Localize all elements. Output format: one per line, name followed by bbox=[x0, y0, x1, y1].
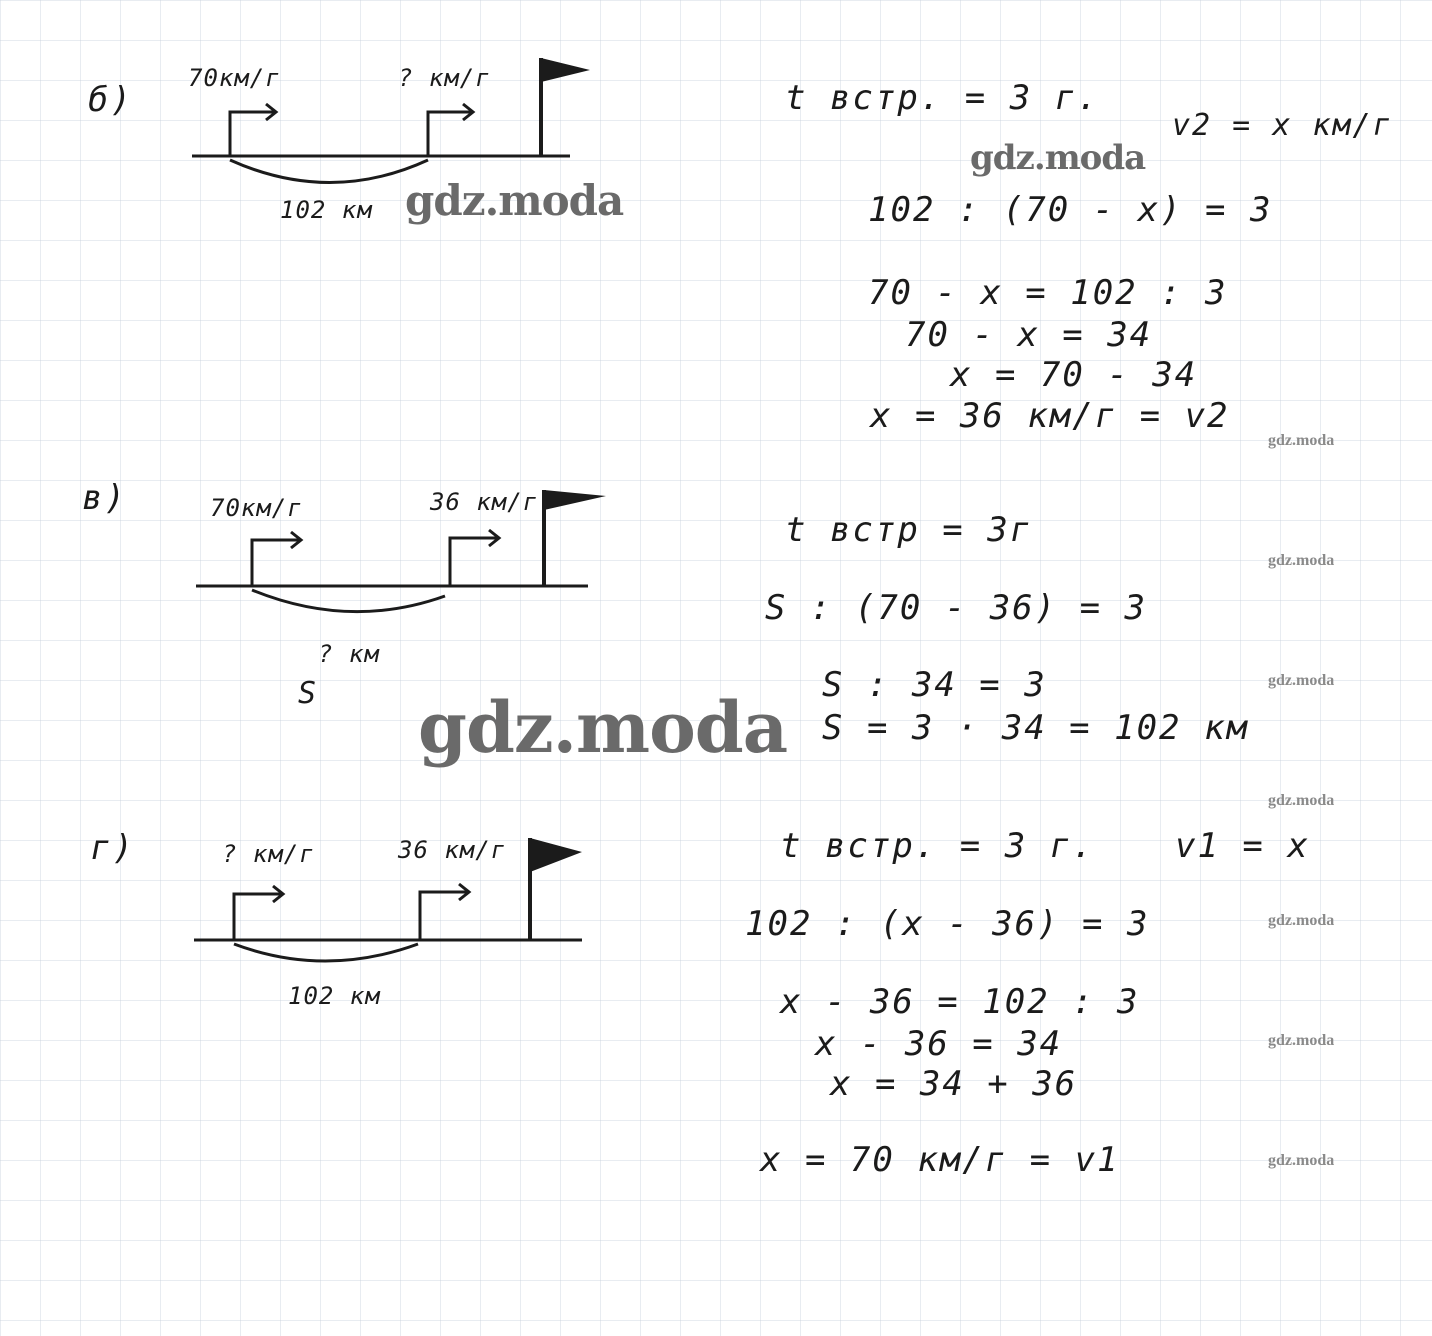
part-b-speed1: 70км/г bbox=[188, 64, 281, 92]
part-g-speed2: 36 км/г bbox=[398, 836, 507, 864]
part-b-line-7: x = 36 км/г = v2 bbox=[870, 396, 1230, 436]
part-v-line-2: S : (70 - 36) = 3 bbox=[765, 588, 1147, 628]
part-g-line-1: t встр. = 3 г. bbox=[780, 826, 1095, 866]
watermark-small: gdz.moda bbox=[1268, 432, 1335, 449]
part-b-line-5: 70 - x = 34 bbox=[905, 315, 1153, 355]
part-v-distance-question: ? км bbox=[318, 640, 380, 668]
part-b-label: б) bbox=[88, 80, 133, 120]
watermark-small: gdz.moda bbox=[1268, 552, 1335, 569]
watermark-small: gdz.moda bbox=[1268, 672, 1335, 689]
watermark-small: gdz.moda bbox=[1268, 792, 1335, 809]
part-v-line-4: S = 3 · 34 = 102 км bbox=[822, 708, 1249, 748]
finish-flag-icon bbox=[544, 490, 606, 510]
watermark-logo: gdz.moda bbox=[405, 176, 624, 225]
part-v-line-1: t встр = 3г bbox=[785, 510, 1033, 550]
part-v-label: в) bbox=[82, 478, 127, 518]
part-v-line-3: S : 34 = 3 bbox=[822, 665, 1047, 705]
part-g-speed1: ? км/г bbox=[222, 840, 315, 868]
watermark-small: gdz.moda bbox=[1268, 912, 1335, 929]
part-v-distance-s: S bbox=[298, 676, 319, 711]
part-b-line-6: x = 70 - 34 bbox=[950, 355, 1198, 395]
finish-flag-icon bbox=[530, 838, 582, 872]
part-v-speed1: 70км/г bbox=[210, 494, 303, 522]
part-b-line-1: t встр. = 3 г. bbox=[785, 78, 1100, 118]
watermark-small: gdz.moda bbox=[1268, 1152, 1335, 1169]
watermark-logo: gdz.moda bbox=[970, 138, 1146, 178]
part-b-line-3: 102 : (70 - x) = 3 bbox=[868, 190, 1273, 230]
part-v-speed2: 36 км/г bbox=[430, 488, 539, 516]
part-b-line-4: 70 - x = 102 : 3 bbox=[868, 273, 1228, 313]
part-b-speed2: ? км/г bbox=[398, 64, 491, 92]
part-g-line-7: x = 70 км/г = v1 bbox=[760, 1140, 1120, 1180]
watermark-logo: gdz.moda bbox=[418, 686, 788, 769]
part-g-line-3: 102 : (x - 36) = 3 bbox=[745, 904, 1150, 944]
part-g-label: г) bbox=[90, 828, 135, 868]
part-g-line-2: v1 = x bbox=[1175, 826, 1310, 866]
part-g-line-4: x - 36 = 102 : 3 bbox=[780, 982, 1140, 1022]
watermark-small: gdz.moda bbox=[1268, 1032, 1335, 1049]
part-g-line-5: x - 36 = 34 bbox=[815, 1024, 1063, 1064]
part-b-line-2: v2 = x км/г bbox=[1172, 108, 1393, 143]
part-g-distance: 102 км bbox=[288, 982, 381, 1010]
finish-flag-icon bbox=[541, 58, 590, 82]
part-g-line-6: x = 34 + 36 bbox=[830, 1064, 1078, 1104]
part-b-distance: 102 км bbox=[280, 196, 373, 224]
